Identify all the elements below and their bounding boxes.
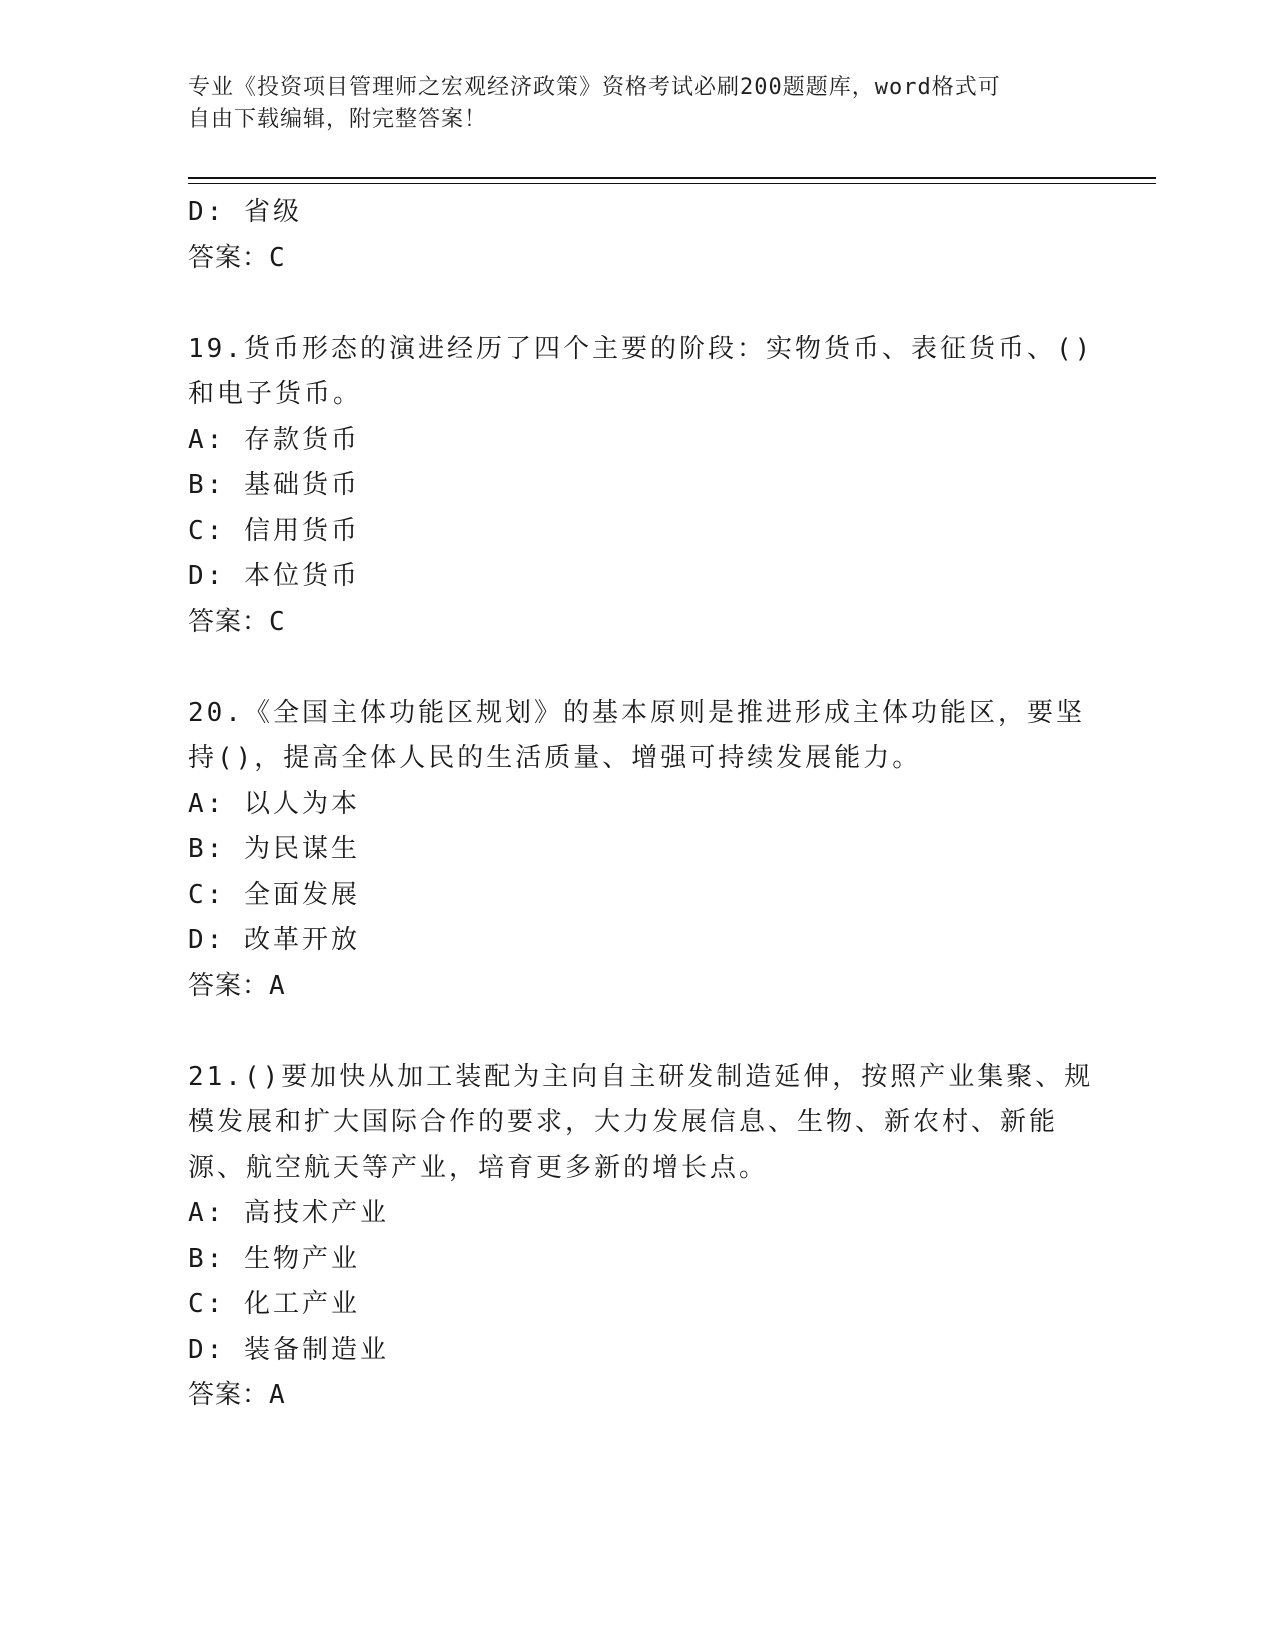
question-20-stem-line-1: 20.《全国主体功能区规划》的基本原则是推进形成主体功能区，要坚 — [188, 697, 1085, 728]
page-header — [188, 72, 1068, 136]
header-line-2: 自由下载编辑，附完整答案！ — [188, 107, 488, 132]
spacer — [188, 1009, 1088, 1055]
spacer — [188, 281, 1088, 327]
question-19-option-a: A: 存款货币 — [188, 424, 360, 455]
question-20-option-d: D: 改革开放 — [188, 925, 360, 955]
question-21-stem-line-2: 模发展和扩大国际合作的要求，大力发展信息、生物、新农村、新能 — [188, 1107, 1059, 1137]
question-19-option-d: D: 本位货币 — [188, 561, 360, 591]
question-list — [188, 190, 1094, 1419]
question-19-option-b: B: 基础货币 — [188, 470, 360, 500]
question-21-stem-line-3: 源、航空航天等产业，培育更多新的增长点。 — [188, 1152, 769, 1183]
question-20-option-c: C: 全面发展 — [188, 879, 360, 910]
question-20-option-a: A: 以人为本 — [188, 788, 360, 819]
question-21-option-b: B: 生物产业 — [188, 1243, 360, 1274]
question-21-option-c: C: 化工产业 — [188, 1289, 360, 1319]
question-19-option-c: C: 信用货币 — [188, 515, 360, 546]
question-20-stem-line-2: 持()，提高全体人民的生活质量、增强可持续发展能力。 — [188, 743, 922, 773]
question-21-answer: 答案：A — [188, 1380, 286, 1410]
question-20-answer: 答案：A — [188, 970, 286, 1001]
question-19-answer: 答案：C — [188, 606, 286, 637]
spacer — [188, 645, 1088, 691]
question-21-stem-line-1: 21.()要加快从加工装配为主向自主研发制造延伸，按照产业集聚、规 — [188, 1061, 1094, 1092]
question-19-stem-line-2: 和电子货币。 — [188, 379, 363, 409]
question-20-option-b: B: 为民谋生 — [188, 834, 360, 864]
header-line-1: 专业《投资项目管理师之宏观经济政策》资格考试必刷200题题库，word格式可 — [188, 75, 1001, 100]
question-21-option-a: A: 高技术产业 — [188, 1198, 389, 1228]
question-19-stem-line-1: 19.货币形态的演进经历了四个主要的阶段：实物货币、表征货币、() — [188, 333, 1094, 364]
header-divider-thin — [188, 183, 1156, 184]
prev-answer: 答案：C — [188, 242, 286, 273]
prev-option-d: D: 省级 — [188, 197, 302, 227]
question-21-option-d: D: 装备制造业 — [188, 1334, 389, 1365]
header-divider-thick — [188, 177, 1156, 179]
